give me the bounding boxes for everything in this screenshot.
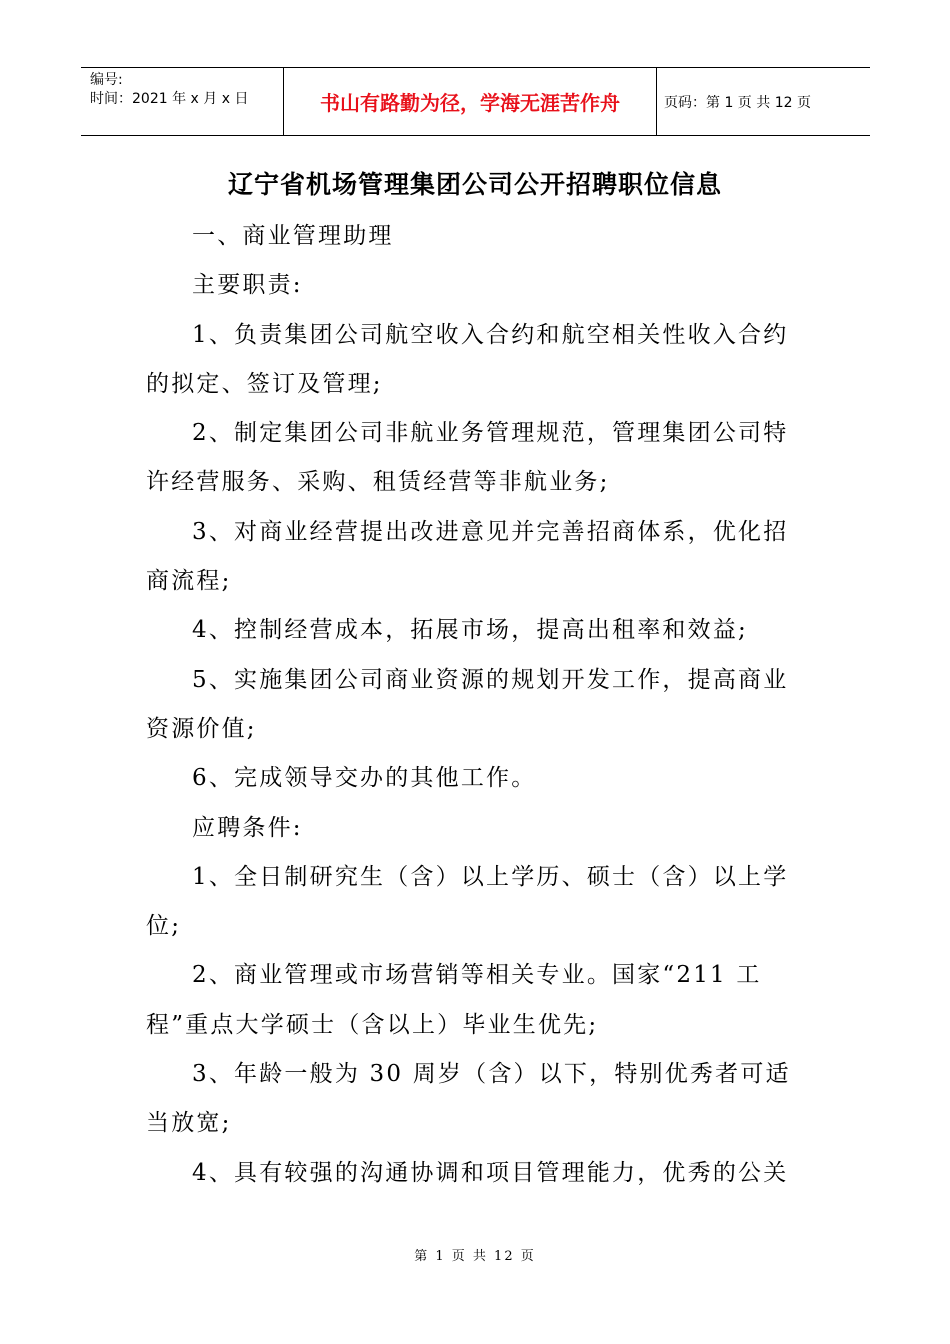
requirement-item: 2、商业管理或市场营销等相关专业。国家“211 工程”重点大学硕士（含以上）毕业生优先; bbox=[146, 962, 762, 1038]
requirement-item: 3、年龄一般为 30 周岁（含）以下，特别优秀者可适当放宽; bbox=[146, 1061, 791, 1137]
document-title: 辽宁省机场管理集团公司公开招聘职位信息 bbox=[227, 170, 722, 199]
section-heading: 一、商业管理助理 bbox=[192, 223, 394, 249]
duty-item: 2、制定集团公司非航业务管理规范，管理集团公司特许经营服务、采购、租赁经营等非航业务; bbox=[146, 420, 789, 496]
header-table bbox=[81, 67, 870, 136]
header-meta bbox=[81, 68, 283, 135]
page-footer: 第 1 页 共 12 页 bbox=[414, 1249, 536, 1264]
requirement-item: 1、全日制研究生（含）以上学历、硕士（含）以上学位; bbox=[146, 863, 789, 940]
page-info: 页码：第 1 页 共 12 页 bbox=[664, 94, 811, 111]
requirement-item: 4、具有较强的沟通协调和项目管理能力，优秀的公关 bbox=[192, 1159, 789, 1186]
document-body bbox=[146, 212, 806, 1198]
subheading-requirements: 应聘条件: bbox=[192, 814, 303, 841]
subheading-duties: 主要职责: bbox=[192, 272, 303, 299]
duty-item: 3、对商业经营提出改进意见并完善招商体系，优化招商流程; bbox=[146, 518, 789, 595]
time-label: 时间：2021 年 x 月 x 日 bbox=[90, 91, 249, 107]
motto: 书山有路勤为径，学海无涯苦作舟 bbox=[283, 68, 657, 135]
number-label: 编号: bbox=[90, 72, 123, 88]
duty-item: 1、负责集团公司航空收入合约和航空相关性收入合约的拟定、签订及管理; bbox=[146, 321, 789, 397]
duty-item: 5、实施集团公司商业资源的规划开发工作，提高商业资源价值; bbox=[146, 666, 789, 742]
duty-item: 6、完成领导交办的其他工作。 bbox=[192, 765, 537, 792]
duty-item: 4、控制经营成本，拓展市场，提高出租率和效益; bbox=[192, 617, 748, 644]
